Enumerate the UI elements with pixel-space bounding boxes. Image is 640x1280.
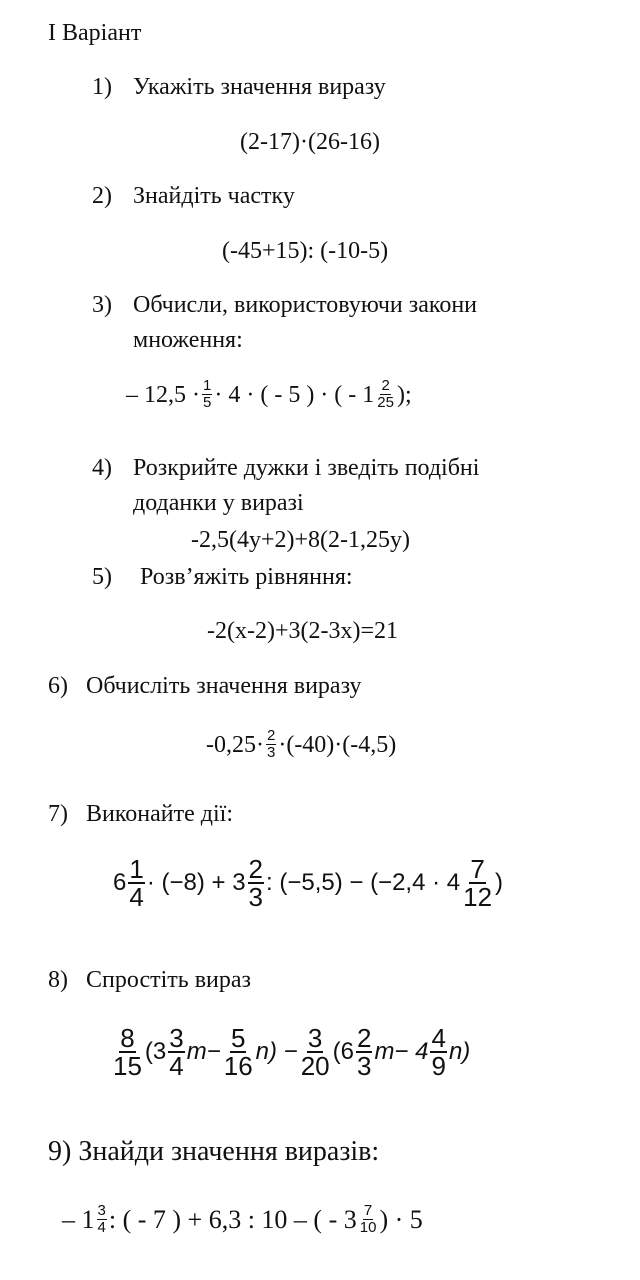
task-9-fraction-1: [97, 1203, 107, 1236]
task-7-fraction-3: [462, 856, 493, 910]
task-1-number: 1): [92, 74, 112, 100]
task-9-expr-part-b: : ( - 7 ) + 6,3 : 10 – ( - 3: [108, 1204, 357, 1234]
task-7-whole-1: 6: [113, 869, 127, 896]
task-5-expression: -2(x-2)+3(2-3x)=21: [207, 618, 399, 644]
fraction-denominator: 4: [97, 1219, 106, 1236]
fraction-numerator: 5: [230, 1023, 246, 1053]
fraction-denominator: 12: [463, 882, 493, 912]
task-8-fraction-6: [430, 1025, 446, 1079]
fraction-denominator: 20: [300, 1051, 330, 1081]
task-8-expr-part-b: m−: [186, 1038, 221, 1065]
task-9-number: 9): [48, 1136, 72, 1167]
task-2-text: Знайдіть частку: [133, 183, 295, 209]
fraction-numerator: 8: [120, 1023, 135, 1053]
fraction-denominator: 3: [266, 744, 276, 761]
task-2-expression: (-45+15): (-10-5): [222, 238, 389, 264]
task-6-number: 6): [48, 673, 68, 699]
task-3-expr-part-b: · 4 · ( - 5 ) · ( - 1: [214, 381, 375, 408]
task-9-expr-part-a: – 1: [62, 1204, 95, 1234]
task-8-fraction-3: [223, 1025, 254, 1079]
task-6-fraction: [266, 728, 276, 761]
task-1-expression: (2-17)·(26-16): [240, 129, 380, 155]
task-7-fraction-2: [248, 856, 264, 910]
fraction-denominator: 3: [356, 1051, 372, 1081]
task-9-heading: [48, 1135, 379, 1169]
task-4-number: 4): [92, 455, 112, 481]
fraction-denominator: 4: [169, 1051, 184, 1081]
task-3-fraction-2: [376, 378, 395, 411]
task-6-expr-part-a: -0,25·: [206, 731, 264, 758]
fraction-denominator: 3: [248, 882, 264, 912]
task-9-text: Знайди значення виразів:: [78, 1136, 380, 1167]
task-8-expr-part-c: n) −: [255, 1038, 298, 1065]
fraction-denominator: 9: [431, 1051, 446, 1081]
task-3-text-line2: множення:: [133, 327, 243, 353]
fraction-numerator: 2: [248, 854, 264, 884]
task-7-number: 7): [48, 801, 68, 827]
fraction-numerator: 1: [203, 377, 212, 394]
fraction-numerator: 4: [431, 1023, 446, 1053]
task-8-fraction-2: [168, 1025, 184, 1079]
fraction-denominator: 25: [377, 394, 394, 411]
task-5-text: Розв’яжіть рівняння:: [140, 564, 353, 590]
task-8-fraction-1: [112, 1025, 143, 1079]
task-6-expression: [206, 728, 396, 761]
task-1-text: Укажіть значення виразу: [133, 74, 386, 100]
fraction-numerator: 2: [381, 377, 390, 394]
task-3-expression: [126, 378, 412, 411]
task-4-text-line1: Розкрийте дужки і зведіть подібні: [133, 455, 480, 481]
fraction-denominator: 5: [203, 394, 212, 411]
task-7-expr-part-a: · (−8) + 3: [146, 869, 246, 896]
task-8-expr-part-a: (3: [144, 1038, 167, 1065]
fraction-denominator: 10: [359, 1219, 377, 1236]
task-6-text: Обчисліть значення виразу: [86, 673, 362, 699]
task-7-expr-part-b: : (−5,5) − (−2,4 · 4: [266, 869, 461, 896]
task-7-text: Виконайте дії:: [86, 801, 233, 827]
fraction-numerator: 2: [266, 727, 276, 744]
task-3-expr-part-a: – 12,5 ·: [126, 381, 200, 408]
task-8-fraction-4: [300, 1025, 331, 1079]
task-9-expression: [62, 1203, 423, 1236]
task-2-number: 2): [92, 183, 112, 209]
task-4-expression: -2,5(4y+2)+8(2-1,25y): [191, 527, 411, 553]
task-8-expr-part-g: n): [448, 1038, 471, 1065]
task-6-expr-part-b: ·(-40)·(-4,5): [278, 731, 397, 758]
task-3-expr-part-c: );: [396, 381, 412, 408]
task-8-number: 8): [48, 967, 68, 993]
task-8-expr-part-d: (6: [332, 1038, 354, 1065]
task-5-number: 5): [92, 564, 112, 590]
task-9-expr-part-c: ) · 5: [379, 1204, 423, 1234]
task-7-expression: [113, 856, 503, 910]
fraction-numerator: 1: [129, 854, 144, 884]
task-8-fraction-5: [356, 1025, 372, 1079]
fraction-denominator: 16: [223, 1051, 253, 1081]
fraction-numerator: 7: [363, 1202, 373, 1219]
task-7-fraction-1: [128, 856, 144, 910]
task-7-expr-part-c: ): [495, 869, 504, 896]
task-3-fraction-1: [202, 378, 212, 411]
task-8-expression: [110, 1025, 470, 1079]
task-8-text: Спростіть вираз: [86, 967, 251, 993]
fraction-denominator: 4: [129, 882, 144, 912]
task-3-text-line1: Обчисли, використовуючи закони: [133, 292, 478, 318]
variant-title: І Варіант: [48, 20, 142, 46]
task-9-fraction-2: [359, 1203, 378, 1236]
fraction-numerator: 3: [169, 1023, 184, 1053]
task-8-expr-part-e: m− 4: [374, 1038, 429, 1065]
task-3-number: 3): [92, 292, 112, 318]
fraction-numerator: 2: [356, 1023, 372, 1053]
fraction-denominator: 15: [113, 1051, 142, 1081]
fraction-numerator: 3: [97, 1202, 106, 1219]
fraction-numerator: 3: [307, 1023, 323, 1053]
fraction-numerator: 7: [470, 854, 485, 884]
task-4-text-line2: доданки у виразі: [133, 490, 304, 516]
